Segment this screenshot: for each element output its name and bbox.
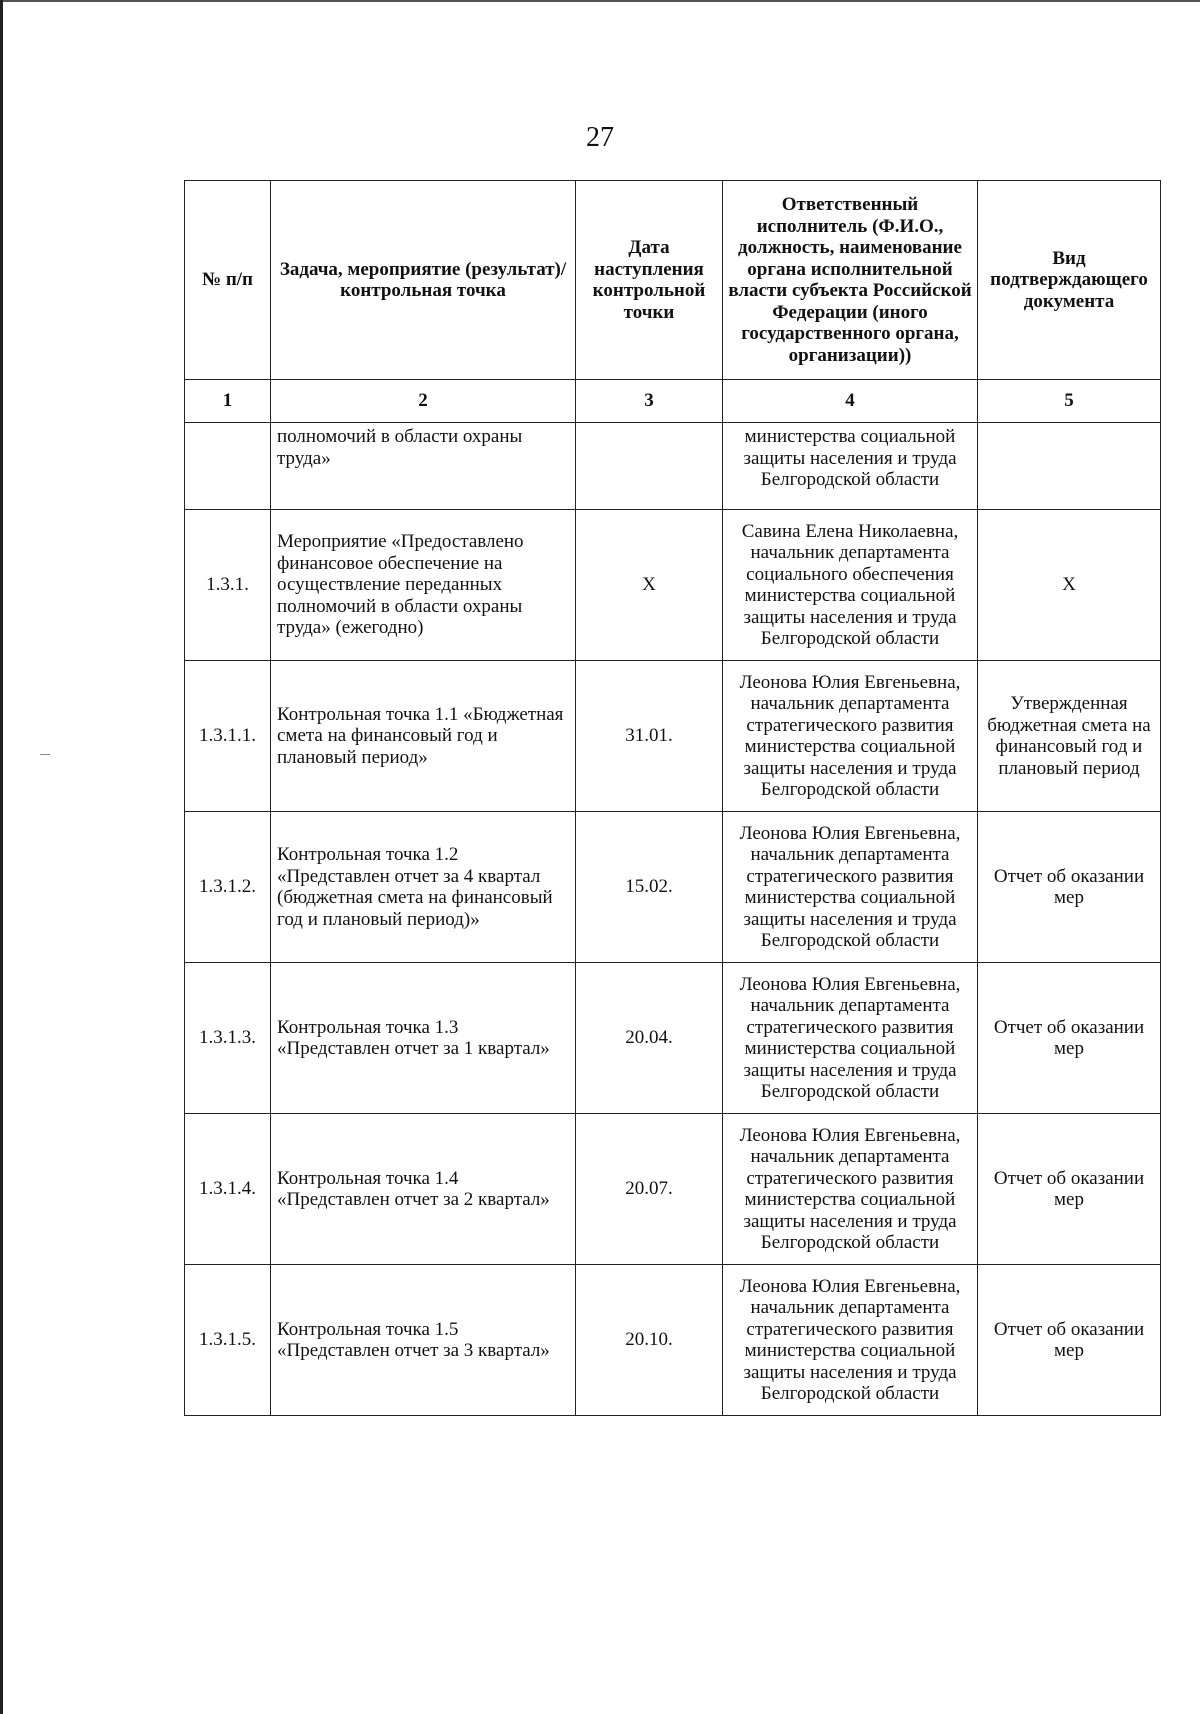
row-task: Контрольная точка 1.3 «Представлен отчет за 1 квартал» bbox=[271, 963, 576, 1114]
row-responsible: Савина Елена Николаевна, начальник департамента социального обеспечения министерства социальной защиты населения и труда Белгородской области bbox=[723, 510, 978, 661]
column-number-row bbox=[185, 380, 1161, 423]
row-document bbox=[978, 423, 1161, 510]
column-number: 5 bbox=[978, 380, 1161, 423]
table-row bbox=[185, 812, 1161, 963]
row-responsible: министерства социальной защиты населения и труда Белгородской области bbox=[723, 423, 978, 510]
row-task: Мероприятие «Предоставлено финансовое обеспечение на осуществление переданных полномочий в области охраны труда» (ежегодно) bbox=[271, 510, 576, 661]
row-document: Отчет об оказании мер bbox=[978, 1114, 1161, 1265]
scan-left-edge bbox=[0, 0, 3, 1714]
column-number: 2 bbox=[271, 380, 576, 423]
row-date: 20.10. bbox=[576, 1265, 723, 1416]
table-row bbox=[185, 1265, 1161, 1416]
row-num: 1.3.1.1. bbox=[185, 661, 271, 812]
row-date: 20.04. bbox=[576, 963, 723, 1114]
row-document: Х bbox=[978, 510, 1161, 661]
row-responsible: Леонова Юлия Евгеньевна, начальник департамента стратегического развития министерства социальной защиты населения и труда Белгородской области bbox=[723, 661, 978, 812]
column-number: 1 bbox=[185, 380, 271, 423]
header-num: № п/п bbox=[185, 181, 271, 380]
row-num: 1.3.1.4. bbox=[185, 1114, 271, 1265]
continuation-row bbox=[185, 423, 1161, 510]
row-task: Контрольная точка 1.2 «Представлен отчет за 4 квартал (бюджетная смета на финансовый год и плановый период)» bbox=[271, 812, 576, 963]
control-points-table bbox=[184, 180, 1161, 1416]
row-document: Отчет об оказании мер bbox=[978, 963, 1161, 1114]
column-number: 4 bbox=[723, 380, 978, 423]
row-num: 1.3.1.3. bbox=[185, 963, 271, 1114]
row-task: Контрольная точка 1.1 «Бюджетная смета на финансовый год и плановый период» bbox=[271, 661, 576, 812]
header-task: Задача, мероприятие (результат)/контрольная точка bbox=[271, 181, 576, 380]
table-row bbox=[185, 1114, 1161, 1265]
row-document: Отчет об оказании мер bbox=[978, 1265, 1161, 1416]
row-date: 20.07. bbox=[576, 1114, 723, 1265]
row-responsible: Леонова Юлия Евгеньевна, начальник департамента стратегического развития министерства социальной защиты населения и труда Белгородской области bbox=[723, 1114, 978, 1265]
column-number: 3 bbox=[576, 380, 723, 423]
row-num: 1.3.1.5. bbox=[185, 1265, 271, 1416]
row-document: Отчет об оказании мер bbox=[978, 812, 1161, 963]
row-date: Х bbox=[576, 510, 723, 661]
row-num: 1.3.1.2. bbox=[185, 812, 271, 963]
row-task: Контрольная точка 1.5 «Представлен отчет за 3 квартал» bbox=[271, 1265, 576, 1416]
table-row bbox=[185, 661, 1161, 812]
header-row bbox=[185, 181, 1161, 380]
row-num: 1.3.1. bbox=[185, 510, 271, 661]
row-date: 15.02. bbox=[576, 812, 723, 963]
row-num bbox=[185, 423, 271, 510]
table-row bbox=[185, 510, 1161, 661]
table-row bbox=[185, 963, 1161, 1114]
row-responsible: Леонова Юлия Евгеньевна, начальник департамента стратегического развития министерства социальной защиты населения и труда Белгородской области bbox=[723, 812, 978, 963]
row-responsible: Леонова Юлия Евгеньевна, начальник департамента стратегического развития министерства социальной защиты населения и труда Белгородской области bbox=[723, 963, 978, 1114]
header-date: Дата наступления контрольной точки bbox=[576, 181, 723, 380]
row-date bbox=[576, 423, 723, 510]
scan-top-edge bbox=[0, 0, 1200, 2]
row-task: Контрольная точка 1.4 «Представлен отчет за 2 квартал» bbox=[271, 1114, 576, 1265]
row-document: Утвержденная бюджетная смета на финансовый год и плановый период bbox=[978, 661, 1161, 812]
row-responsible: Леонова Юлия Евгеньевна, начальник департамента стратегического развития министерства социальной защиты населения и труда Белгородской области bbox=[723, 1265, 978, 1416]
row-date: 31.01. bbox=[576, 661, 723, 812]
row-task: полномочий в области охраны труда» bbox=[271, 423, 576, 510]
scan-mark bbox=[40, 754, 50, 755]
header-responsible: Ответственный исполнитель (Ф.И.О., должность, наименование органа исполнительной власти субъекта Российской Федерации (иного государственного органа, организации)) bbox=[723, 181, 978, 380]
page-number: 27 bbox=[586, 122, 614, 153]
header-document: Вид подтверждающего документа bbox=[978, 181, 1161, 380]
